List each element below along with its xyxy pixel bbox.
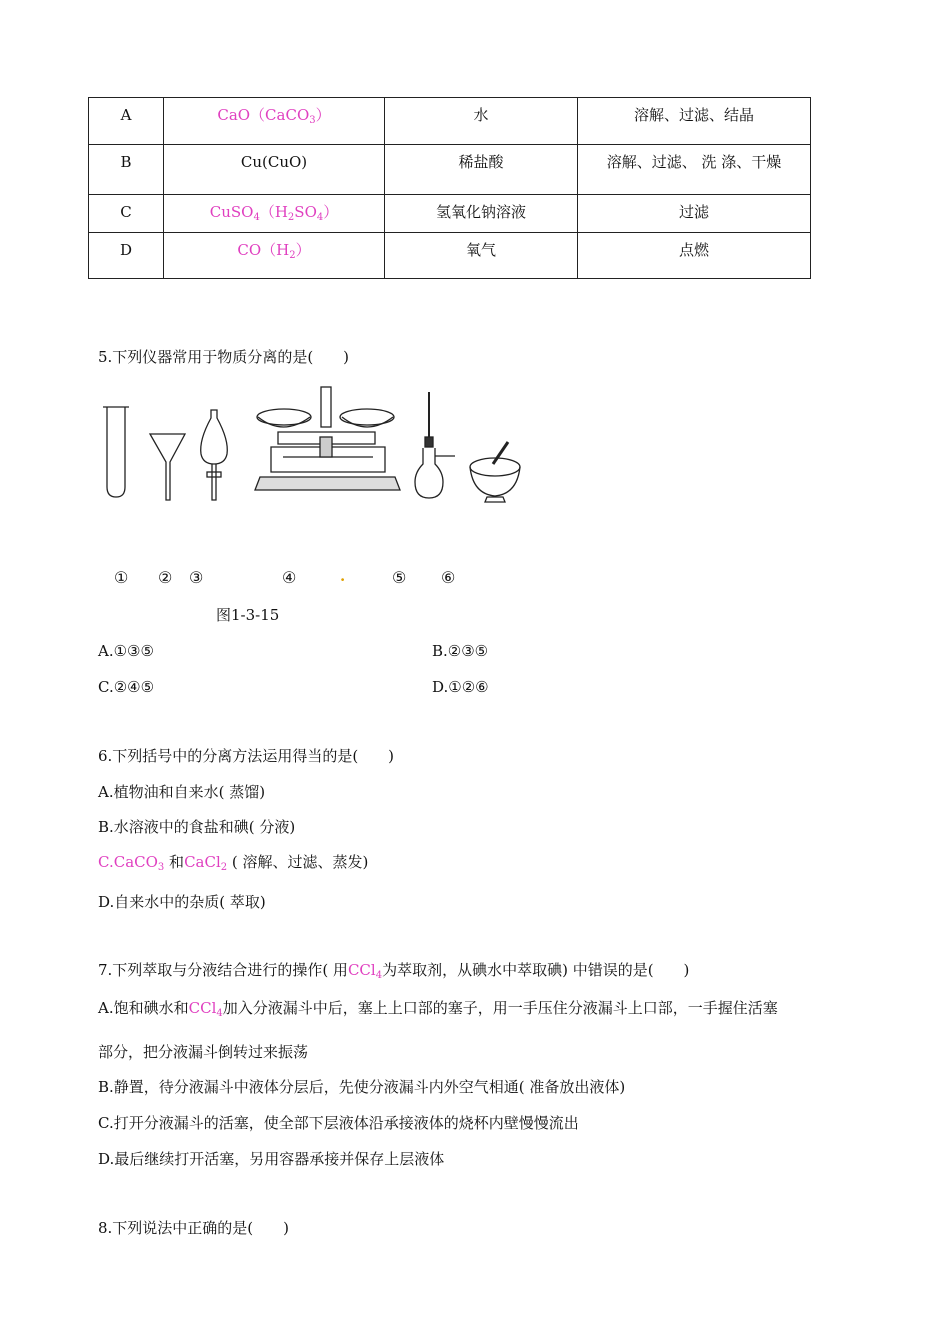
option-d: D.最后继续打开活塞，另用容器承接并保存上层液体: [98, 1150, 445, 1168]
table-row: [89, 233, 811, 279]
row-label: A: [89, 98, 164, 145]
q7-stem: 7.下列萃取与分液结合进行的操作( 用CCl$_4$为萃取剂，从碘水中萃取碘) 中错误的是( ): [98, 961, 690, 981]
row-label: D: [89, 233, 164, 279]
option-a: A.①③⑤: [98, 642, 154, 660]
method-cell: 溶解、过滤、 洗 涤、干燥: [578, 145, 811, 195]
q5-stem: 5.下列仪器常用于物质分离的是( ): [98, 348, 350, 366]
figure-number: ②: [158, 568, 173, 587]
option-c: C.打开分液漏斗的活塞，使全部下层液体沿承接液体的烧杯内壁慢慢流出: [98, 1114, 579, 1132]
figure-number: ①: [114, 568, 129, 587]
option-c: C.CaCO$_3$ 和CaCl$_2$ ( 溶解、过滤、蒸发): [98, 853, 369, 873]
q8-stem: 8.下列说法中正确的是( ): [98, 1219, 290, 1237]
option-c: C.②④⑤: [98, 678, 155, 696]
figure-number: ⑤: [392, 568, 407, 587]
q6-stem: 6.下列括号中的分离方法运用得当的是( ): [98, 747, 395, 765]
substance-cell: Cu(CuO): [164, 145, 385, 195]
option-a: A.植物油和自来水( 蒸馏): [98, 783, 266, 801]
row-label: C: [89, 195, 164, 233]
balance-scale-icon: [255, 387, 400, 490]
table-row: [89, 98, 811, 145]
figure-number: ⑥: [441, 568, 456, 587]
figure-caption: 图1-3-15: [216, 606, 280, 624]
figure-number: ③: [189, 568, 204, 587]
option-d: D.自来水中的杂质( 萃取): [98, 893, 266, 911]
reagent-cell: 氢氧化钠溶液: [385, 195, 578, 233]
option-a-continued: 部分，把分液漏斗倒转过来振荡: [98, 1043, 309, 1061]
substance-cell: CaO（CaCO$_3$）: [164, 98, 385, 145]
reagent-cell: 稀盐酸: [385, 145, 578, 195]
row-label: B: [89, 145, 164, 195]
substance-cell: $CO(H_2)$: [164, 233, 385, 279]
options-table: [88, 97, 811, 279]
reagent-cell: 氧气: [385, 233, 578, 279]
option-a: A.饱和碘水和CCl$_4$加入分液漏斗中后，塞上上口部的塞子，用一手压住分液漏斗上口部，一手握住活塞: [98, 999, 778, 1019]
option-b: B.静置，待分液漏斗中液体分层后，先使分液漏斗内外空气相通( 准备放出液体): [98, 1078, 626, 1096]
figure-number: ④: [282, 568, 297, 587]
method-cell: 点燃: [578, 233, 811, 279]
option-b: B.水溶液中的食盐和碘( 分液): [98, 818, 296, 836]
funnel-icon: [150, 434, 185, 500]
distillation-flask-icon: [415, 392, 455, 498]
option-b: B.②③⑤: [432, 642, 489, 660]
method-cell: 过滤: [578, 195, 811, 233]
reagent-cell: 水: [385, 98, 578, 145]
table-row: [89, 195, 811, 233]
test-tube-icon: [103, 407, 129, 497]
substance-cell: $CuSO_4(H_2SO_4)$: [164, 195, 385, 233]
table-row: [89, 145, 811, 195]
mortar-pestle-icon: [470, 442, 520, 502]
separatory-funnel-icon: [201, 410, 228, 500]
option-d: D.①②⑥: [432, 678, 489, 696]
decorative-dot: .: [340, 567, 346, 585]
lab-apparatus-figure: [95, 382, 535, 507]
method-cell: 溶解、过滤、结晶: [578, 98, 811, 145]
